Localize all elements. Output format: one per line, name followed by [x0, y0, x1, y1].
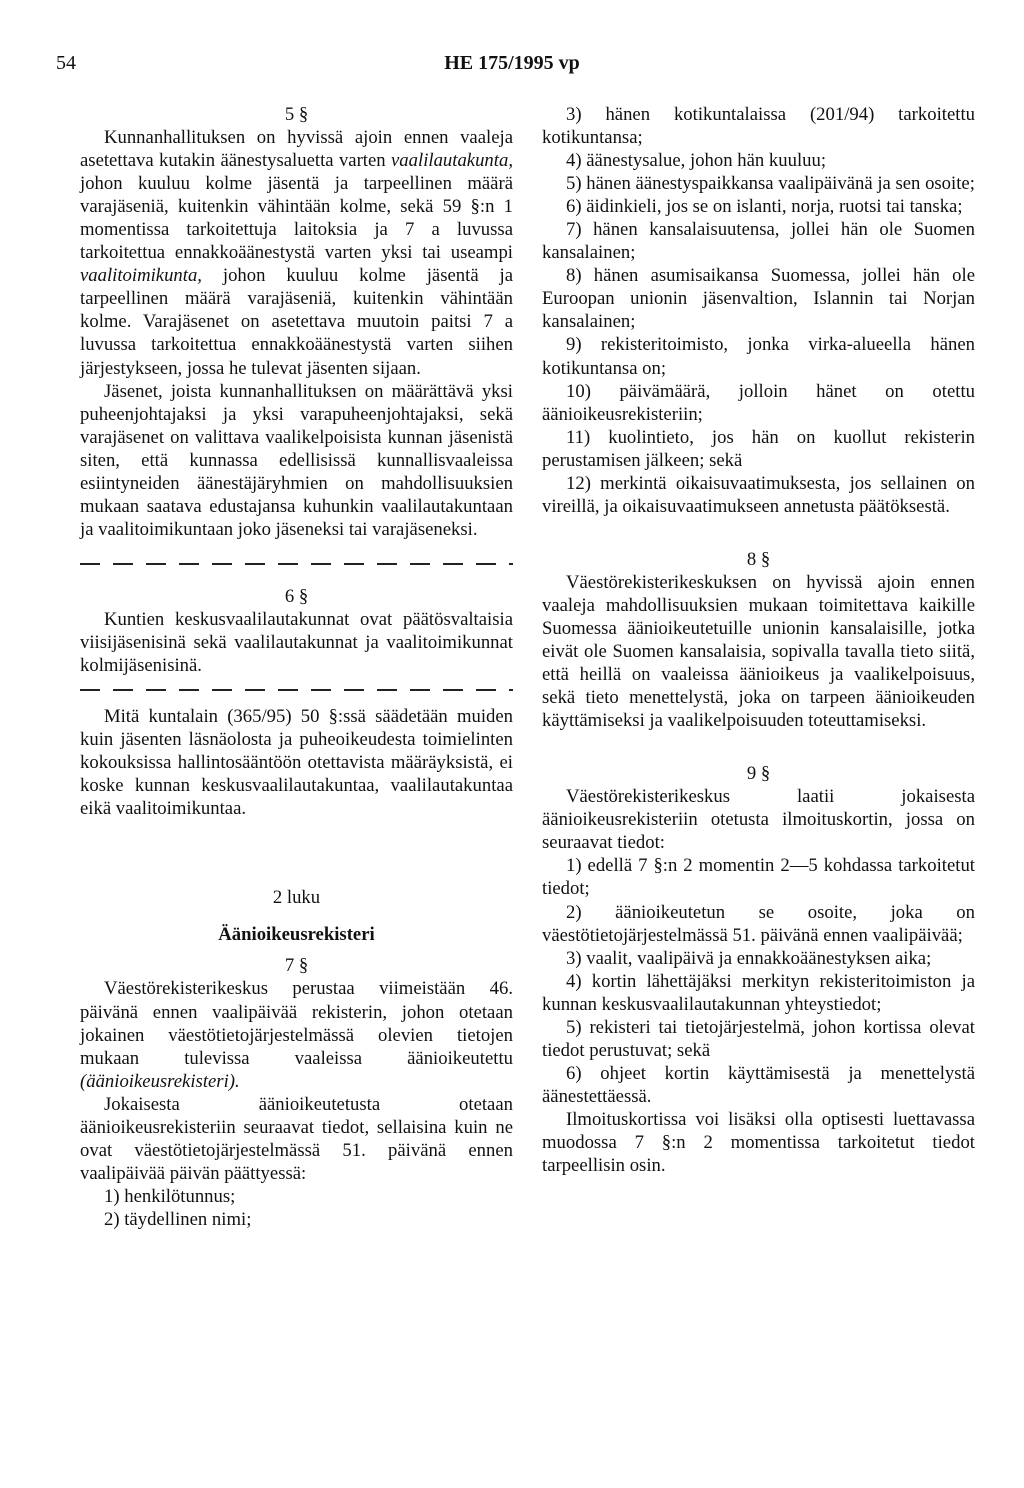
list-item: 11) kuolintieto, jos hän on kuollut rekisterin perustamisen jälkeen; sekä: [542, 426, 975, 471]
term-aanioikeusrekisteri: (äänioikeusrekisteri).: [80, 1070, 240, 1092]
left-column: [80, 103, 513, 1231]
section-6-paragraph-2: Mitä kuntalain (365/95) 50 §:ssä säädetään muiden kuin jäsenten läsnäolosta ja puheoikeudesta toimielinten kokouksissa hallintosääntöön otettavista määräyksistä, ei koske kunnan keskusvaalilautakuntaa, vaalilautakuntaa eikä vaalitoimikuntaa.: [80, 706, 513, 820]
list-item: 7) hänen kansalaisuutensa, jollei hän ole Suomen kansalainen;: [542, 219, 975, 264]
omission-separator: [80, 689, 513, 691]
list-item: 4) kortin lähettäjäksi merkityn rekisteritoimiston ja kunnan keskusvaalilautakunnan yhteystiedot;: [542, 970, 975, 1015]
omission-separator: [80, 563, 513, 565]
term-vaalitoimikunta: vaalitoimikunta,: [80, 265, 202, 287]
list-item: 6) ohjeet kortin käyttämisestä ja menettelystä äänestettäessä.: [542, 1062, 975, 1107]
section-8-paragraph-1: Väestörekisterikeskuksen on hyvissä ajoin ennen vaaleja mahdollisuuksien mukaan toimitettava kaikille Suomessa äänioikeutetuille unionin kansalaisille, jotka eivät ole Suomen kansalaisia, sopivalla tavalla tieto siitä, että heillä on vaaleissa äänioikeus ja vaalikelpoisuus, sekä tieto menettelystä, joka on tarpeen äänioikeuden käyttämiseksi ja vaalikelpoisuuden toteuttamiseksi.: [542, 571, 975, 732]
page-number: 54: [56, 52, 76, 74]
section-5-paragraph-1: [80, 126, 513, 380]
section-7-heading: 7 §: [284, 955, 309, 977]
s5-text-a: Kunnanhallituksen on hyvissä ajoin ennen vaaleja asetettava kutakin äänestysaluetta varten: [80, 127, 513, 172]
s5-text-b: johon kuuluu kolme jäsentä ja tarpeellinen määrä varajäseniä, kuitenkin vähintään kolme, sekä 59 §:n 1 momentissa tarkoitettuja laitoksia ja 7 a luvussa tarkoitettua ennakkoäänestystä varten yksi tai useampi: [80, 173, 513, 264]
document-id: HE 175/1995 vp: [444, 52, 580, 74]
list-item: 10) päivämäärä, jolloin hänet on otettu äänioikeusrekisteriin;: [542, 380, 975, 425]
section-5-heading: 5 §: [284, 104, 309, 125]
s7-text-a: Väestörekisterikeskus perustaa viimeistään 46. päivänä ennen vaalipäivää rekisterin, johon otetaan jokainen väestötietojärjestelmässä olevien tietojen mukaan tulevissa vaaleissa äänioikeutettu: [80, 978, 513, 1069]
section-8-heading: 8 §: [746, 548, 771, 570]
list-item: 2) äänioikeutetun se osoite, joka on väestötietojärjestelmässä 51. päivänä ennen vaalipäivää;: [542, 901, 975, 946]
section-7-paragraph-1: [80, 977, 513, 1092]
section-9-paragraph-2: Ilmoituskortissa voi lisäksi olla optisesti luettavassa muodossa 7 §:n 2 momentissa tarkoitetut tiedot tarpeellisin osin.: [542, 1108, 975, 1177]
section-6-heading: 6 §: [284, 585, 309, 607]
section-9-paragraph-1: Väestörekisterikeskus laatii jokaisesta äänioikeusrekisteriin otetusta ilmoituskortin, jossa on seuraavat tiedot:: [542, 786, 975, 854]
list-item: 5) hänen äänestyspaikkansa vaalipäivänä ja sen osoite;: [566, 173, 975, 195]
list-item: 9) rekisteritoimisto, jonka virka-alueella hänen kotikuntansa on;: [542, 334, 975, 379]
section-7-paragraph-2: Jokaisesta äänioikeutetusta otetaan äänioikeusrekisteriin seuraavat tiedot, sellaisina kuin ne ovat väestötietojärjestelmässä 51. päivänä ennen vaalipäivää päivän päättyessä:: [80, 1093, 513, 1184]
s5-text-c: johon kuuluu kolme jäsentä ja tarpeellinen määrä varajäseniä, kuitenkin vähintään kolme. Varajäsenet on asetettava muutoin paitsi 7 a luvussa tarkoitettua ennakkoäänestystä varten siihen järjestykseen, jossa he tulevat jäsenten sijaan.: [80, 265, 513, 379]
term-vaalilautakunta: vaalilautakunta,: [391, 150, 513, 172]
section-6-paragraph-1: Kuntien keskusvaalilautakunnat ovat päätösvaltaisia viisijäsenisinä sekä vaalilautakunnat ja vaalitoimikunnat kolmijäsenisinä.: [80, 608, 513, 677]
list-item: 1) henkilötunnus;: [104, 1185, 236, 1207]
list-item: 4) äänestysalue, johon hän kuuluu;: [566, 150, 827, 172]
list-item: 3) hänen kotikuntalaissa (201/94) tarkoitettu kotikuntansa;: [542, 104, 975, 149]
right-column: [542, 103, 975, 1177]
chapter-title: Äänioikeusrekisteri: [218, 924, 375, 946]
list-item: 1) edellä 7 §:n 2 momentin 2—5 kohdassa tarkoitetut tiedot;: [542, 855, 975, 900]
list-item: 5) rekisteri tai tietojärjestelmä, johon kortissa olevat tiedot perustuvat; sekä: [542, 1016, 975, 1061]
list-item: 8) hänen asumisaikansa Suomessa, jollei hän ole Euroopan unionin jäsenvaltion, Islannin tai Norjan kansalainen;: [542, 265, 975, 333]
section-9-heading: 9 §: [746, 763, 771, 785]
chapter-number: 2 luku: [272, 887, 321, 909]
list-item: 6) äidinkieli, jos se on islanti, norja, ruotsi tai tanska;: [566, 196, 963, 218]
list-item: 2) täydellinen nimi;: [104, 1208, 252, 1230]
list-item: 12) merkintä oikaisuvaatimuksesta, jos sellainen on vireillä, ja oikaisuvaatimukseen annetusta päätöksestä.: [542, 472, 975, 517]
section-5-paragraph-2: Jäsenet, joista kunnanhallituksen on määrättävä yksi puheenjohtajaksi ja yksi varapuheenjohtajaksi, sekä varajäsenet on valittava vaalikelpoisista kunnan jäsenistä siten, että kunnassa edellisissä kunnallisvaaleissa esiintyneiden äänestäjäryhmien on mahdollisuuksien mukaan saatava edustajansa kuhunkin vaalilautakuntaan ja vaalitoimikuntaan joko jäseneksi tai varajäseneksi.: [80, 380, 513, 540]
list-item: 3) vaalit, vaalipäivä ja ennakkoäänestyksen aika;: [566, 947, 932, 969]
